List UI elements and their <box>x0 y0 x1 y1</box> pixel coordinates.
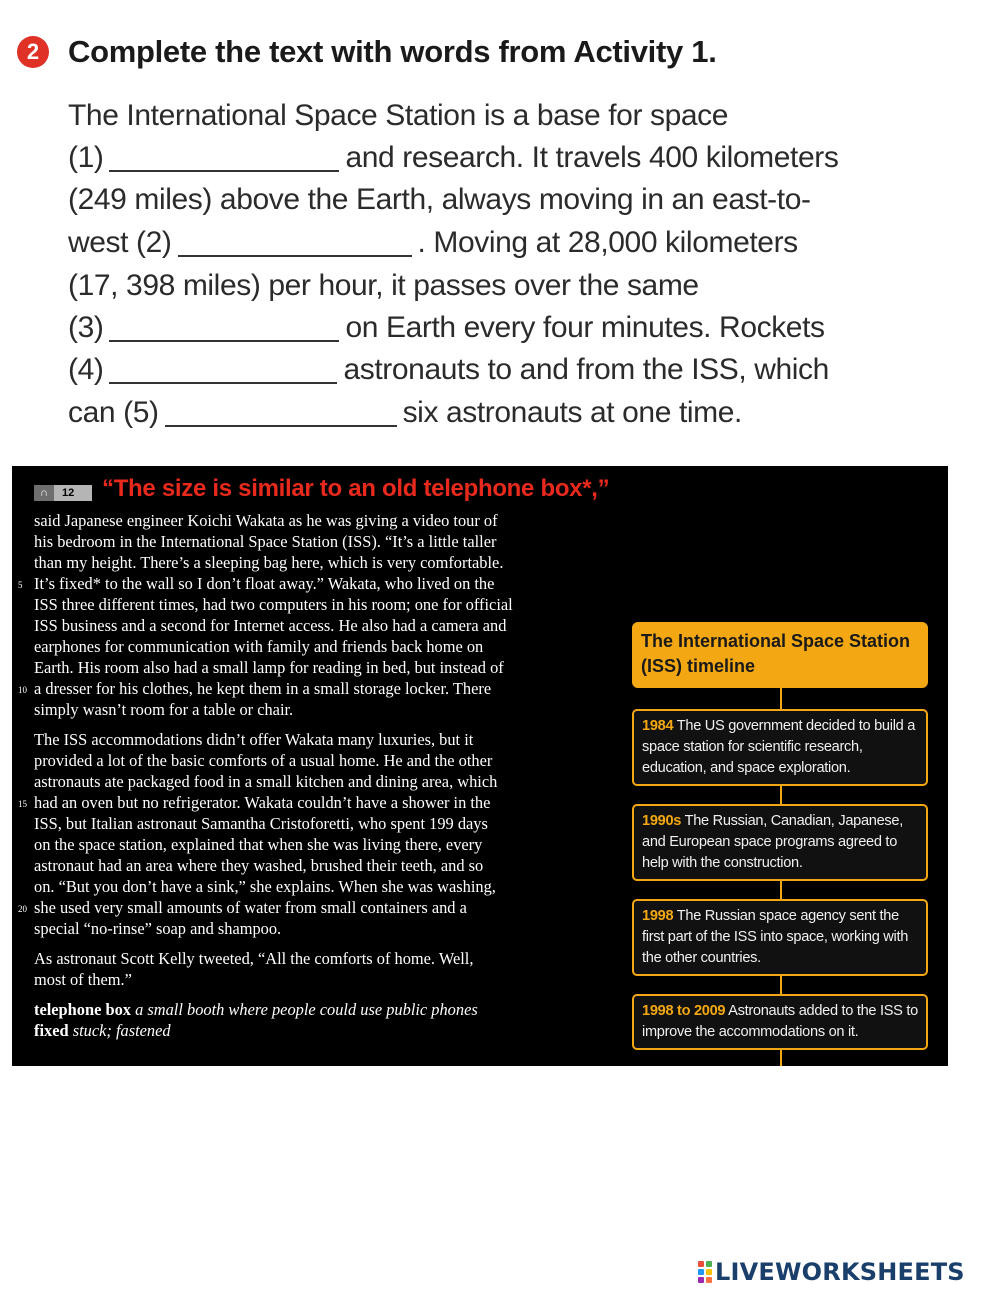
article-line <box>34 615 624 636</box>
cloze-text-segment: on Earth every four minutes. Rockets <box>345 311 825 344</box>
cloze-text-segment: and research. It travels 400 kilometers <box>345 141 839 174</box>
article-line-text: special “no-rinse” soap and shampoo. <box>34 919 282 938</box>
article-line-text: provided a lot of the basic comforts of a usual home. He and the other <box>34 751 493 770</box>
line-number: 5 <box>18 580 23 590</box>
article-line-text: on. “But you don’t have a sink,” she explains. When she was washing, <box>34 877 496 896</box>
article-line <box>34 876 624 897</box>
article-quote-title: “The size is similar to an old telephone box*,” <box>102 475 610 502</box>
timeline-text: Astronauts added to the ISS to improve the accommodations on it. <box>642 1003 918 1040</box>
article-line <box>34 594 624 615</box>
cloze-line <box>68 266 699 306</box>
article-line-text: his bedroom in the International Space Station (ISS). “It’s a little taller <box>34 532 497 551</box>
headphones-icon: ∩ <box>34 485 54 501</box>
line-number: 15 <box>18 799 27 809</box>
glossary-definition: a small booth where people could use public phones <box>135 1000 478 1019</box>
cloze-line <box>68 138 838 178</box>
article-line-text: ISS business and a second for Internet access. He also had a camera and <box>34 616 507 635</box>
article-line-text: Earth. His room also had a small lamp for reading in bed, but instead of <box>34 658 504 677</box>
article-line-text: on the space station, explained that when she was living there, every <box>34 835 483 854</box>
paragraph-gap <box>34 939 624 948</box>
glossary-term: fixed <box>34 1021 69 1040</box>
line-number: 20 <box>18 904 27 914</box>
timeline-event <box>632 994 928 1050</box>
article-line-text: astronauts ate packaged food in a small kitchen and dining area, which <box>34 772 498 791</box>
cloze-line <box>68 223 798 263</box>
glossary-definition: stuck; fastened <box>72 1021 171 1040</box>
article-line <box>18 573 624 594</box>
cloze-text-segment: . Moving at 28,000 kilometers <box>417 226 798 259</box>
article-line <box>34 855 624 876</box>
article-line <box>34 948 624 969</box>
liveworksheets-watermark[interactable] <box>697 1258 965 1286</box>
cloze-line <box>68 350 829 390</box>
cloze-line <box>68 96 728 136</box>
article-line <box>34 699 624 720</box>
glossary-item <box>34 999 624 1020</box>
logo-square <box>706 1269 712 1275</box>
timeline-title-line: The International Space Station <box>641 631 911 651</box>
cloze-text-segment: (249 miles) above the Earth, always moving in an east-to- <box>68 183 811 216</box>
blank-input-3[interactable] <box>109 302 339 342</box>
article-line <box>34 771 624 792</box>
activity-instruction: Complete the text with words from Activity 1. <box>68 34 717 69</box>
article-line-text: she used very small amounts of water from small containers and a <box>34 898 467 917</box>
timeline-title-line: (ISS) timeline <box>641 656 756 676</box>
article-line-text: most of them.” <box>34 970 132 989</box>
article-line <box>34 918 624 939</box>
cloze-text-segment: (1) <box>68 141 104 174</box>
timeline-event <box>632 709 928 786</box>
cloze-text-segment: (4) <box>68 353 104 386</box>
cloze-line <box>68 393 742 433</box>
article-line <box>18 792 624 813</box>
cloze-text-segment: (3) <box>68 311 104 344</box>
audio-track-number: 12 <box>62 487 75 499</box>
article-line <box>34 969 624 990</box>
blank-input-2[interactable] <box>178 217 412 257</box>
paragraph-gap <box>34 720 624 729</box>
timeline-title <box>632 622 928 688</box>
article-line-text: astronaut had an area where they washed, brushed their teeth, and so <box>34 856 484 875</box>
liveworksheets-logo-icon <box>697 1260 713 1284</box>
article-line-text: a dresser for his clothes, he kept them in a small storage locker. There <box>34 679 492 698</box>
article-line <box>34 729 624 750</box>
logo-square <box>706 1261 712 1267</box>
cloze-line <box>68 308 825 348</box>
blank-input-5[interactable] <box>165 387 397 427</box>
article-line <box>34 531 624 552</box>
reading-panel <box>12 466 948 1066</box>
article-line-text: ISS three different times, had two computers in his room; one for official <box>34 595 513 614</box>
timeline-year: 1998 to 2009 <box>642 1003 726 1019</box>
article-line <box>34 552 624 573</box>
glossary-term: telephone box <box>34 1000 131 1019</box>
article-line-text: said Japanese engineer Koichi Wakata as he was giving a video tour of <box>34 511 498 530</box>
article-line <box>34 813 624 834</box>
article-line-text: The ISS accommodations didn’t offer Wakata many luxuries, but it <box>34 730 474 749</box>
cloze-line <box>68 180 811 220</box>
audio-track-button[interactable] <box>34 485 92 501</box>
timeline-year: 1984 <box>642 718 674 734</box>
timeline-year: 1990s <box>642 813 682 829</box>
cloze-text-segment: six astronauts at one time. <box>402 396 742 429</box>
article-body <box>18 510 624 999</box>
article-line-text: simply wasn’t room for a table or chair. <box>34 700 294 719</box>
article-line <box>34 657 624 678</box>
timeline-year: 1998 <box>642 908 674 924</box>
article-line-text: earphones for communication with family and friends back home on <box>34 637 484 656</box>
article-line <box>34 636 624 657</box>
article-line-text: than my height. There’s a sleeping bag here, which is very comfortable. <box>34 553 504 572</box>
article-line-text: ISS, but Italian astronaut Samantha Cristoforetti, who spent 199 days <box>34 814 488 833</box>
cloze-text-segment: (17, 398 miles) per hour, it passes over the same <box>68 269 699 302</box>
article-line-text: had an oven but no refrigerator. Wakata couldn’t have a shower in the <box>34 793 491 812</box>
article-text <box>18 475 624 1041</box>
article-line <box>18 678 624 699</box>
logo-square <box>706 1277 712 1283</box>
article-line-text: It’s fixed* to the wall so I don’t float away.” Wakata, who lived on the <box>34 574 495 593</box>
line-number: 10 <box>18 685 27 695</box>
logo-square <box>698 1277 704 1283</box>
timeline-event <box>632 899 928 976</box>
article-line <box>34 510 624 531</box>
cloze-text-segment: west (2) <box>68 226 172 259</box>
blank-input-4[interactable] <box>109 344 337 384</box>
paragraph-gap <box>34 990 624 999</box>
article-line-text: As astronaut Scott Kelly tweeted, “All the comforts of home. Well, <box>34 949 474 968</box>
liveworksheets-text: LIVEWORKSHEETS <box>715 1258 965 1286</box>
cloze-text-segment: can (5) <box>68 396 159 429</box>
timeline-text: The Russian, Canadian, Japanese, and European space programs agreed to help with the construction. <box>642 813 903 871</box>
glossary-item <box>34 1020 624 1041</box>
logo-square <box>698 1261 704 1267</box>
cloze-text-segment: astronauts to and from the ISS, which <box>343 353 829 386</box>
logo-square <box>698 1269 704 1275</box>
timeline-text: The Russian space agency sent the first part of the ISS into space, working with the other countries. <box>642 908 909 966</box>
timeline-text: The US government decided to build a space station for scientific research, education, and space exploration. <box>642 718 916 776</box>
cloze-text-segment: The International Space Station is a base for space <box>68 99 729 132</box>
timeline-event <box>632 804 928 881</box>
blank-input-1[interactable] <box>109 132 339 172</box>
activity-number-badge: 2 <box>17 36 49 68</box>
article-line <box>18 897 624 918</box>
article-header <box>34 476 624 510</box>
article-line <box>34 834 624 855</box>
article-line <box>34 750 624 771</box>
